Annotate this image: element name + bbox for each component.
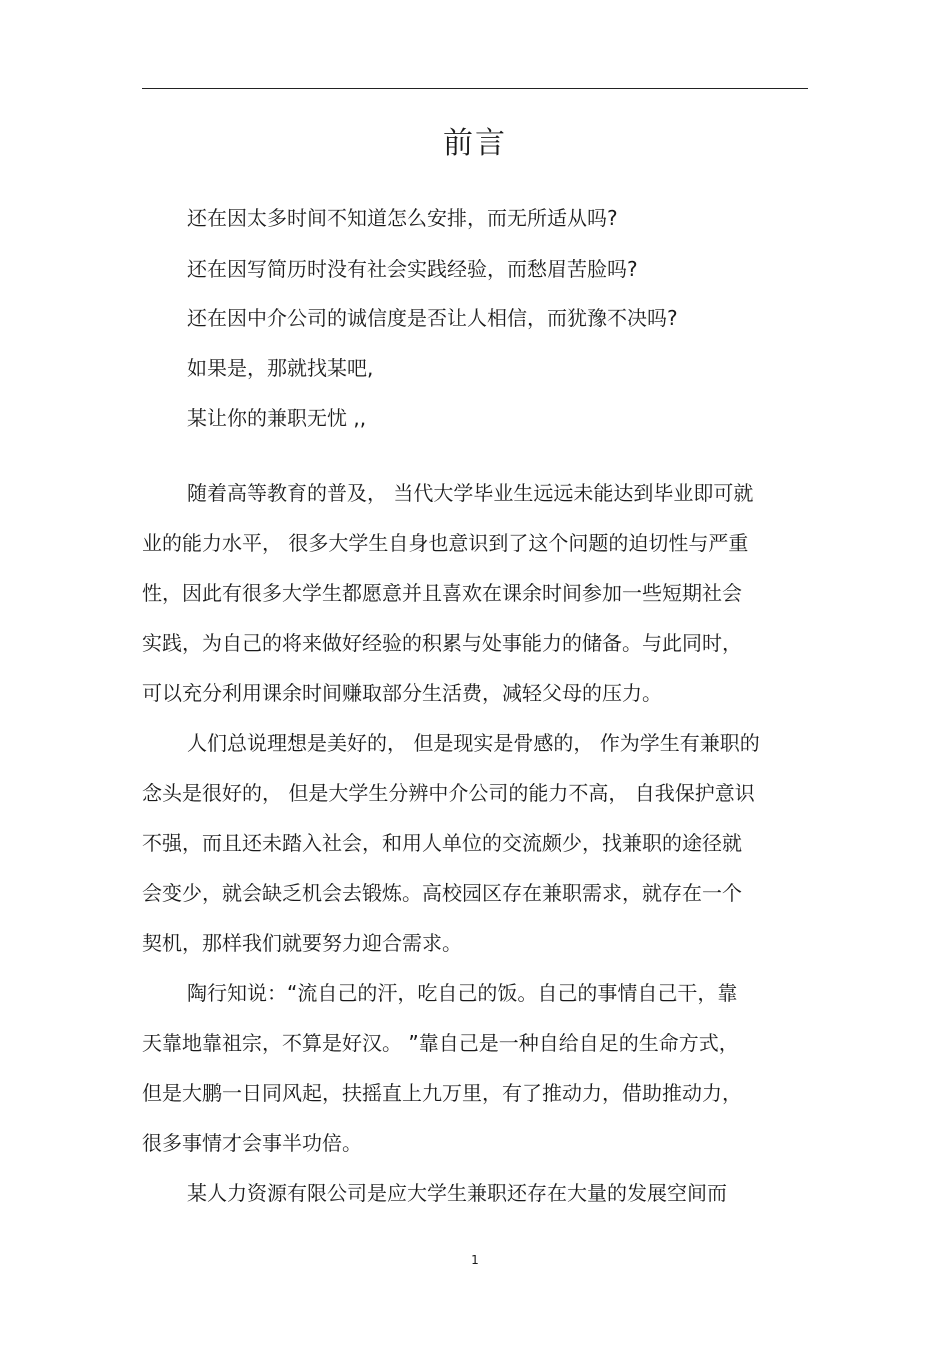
page-number: 1 <box>471 1253 479 1267</box>
paragraph-line: 会变少，就会缺乏机会去锻炼。高校园区存在兼职需求，就存在一个 <box>142 881 742 905</box>
paragraph-line: 契机，那样我们就要努力迎合需求。 <box>142 931 462 955</box>
intro-line: 还在因太多时间不知道怎么安排，而无所适从吗? <box>187 206 618 230</box>
intro-line: 如果是，那就找某吧, <box>187 356 374 380</box>
paragraph-line: 很多事情才会事半功倍。 <box>142 1131 362 1155</box>
paragraph-line: 业的能力水平， 很多大学生自身也意识到了这个问题的迫切性与严重 <box>142 531 749 555</box>
paragraph-line: 随着高等教育的普及， 当代大学毕业生远远未能达到毕业即可就 <box>187 481 754 505</box>
paragraph-line: 天靠地靠祖宗，不算是好汉。 ”靠自己是一种自给自足的生命方式， <box>142 1031 739 1055</box>
paragraph-line: 不强，而且还未踏入社会，和用人单位的交流颇少，找兼职的途径就 <box>142 831 742 855</box>
paragraph-line: 性，因此有很多大学生都愿意并且喜欢在课余时间参加一些短期社会 <box>142 581 742 605</box>
paragraph-line: 实践，为自己的将来做好经验的积累与处事能力的储备。与此同时， <box>142 631 742 655</box>
paragraph-line: 人们总说理想是美好的， 但是现实是骨感的， 作为学生有兼职的 <box>187 731 760 755</box>
header-rule <box>142 88 808 89</box>
intro-line: 还在因中介公司的诚信度是否让人相信，而犹豫不决吗? <box>187 306 678 330</box>
paragraph-line: 可以充分利用课余时间赚取部分生活费，减轻父母的压力。 <box>142 681 662 705</box>
page-title: 前言 <box>443 126 507 161</box>
paragraph-line: 某人力资源有限公司是应大学生兼职还存在大量的发展空间而 <box>187 1181 727 1205</box>
intro-line: 还在因写简历时没有社会实践经验，而愁眉苦脸吗? <box>187 257 638 281</box>
intro-line: 某让你的兼职无忧 ,, <box>187 406 367 430</box>
paragraph-line: 但是大鹏一日同风起，扶摇直上九万里，有了推动力，借助推动力， <box>142 1081 742 1105</box>
paragraph-line: 念头是很好的， 但是大学生分辨中介公司的能力不高， 自我保护意识 <box>142 781 755 805</box>
paragraph-line: 陶行知说：“流自己的汗，吃自己的饭。自己的事情自己干，靠 <box>187 981 738 1005</box>
